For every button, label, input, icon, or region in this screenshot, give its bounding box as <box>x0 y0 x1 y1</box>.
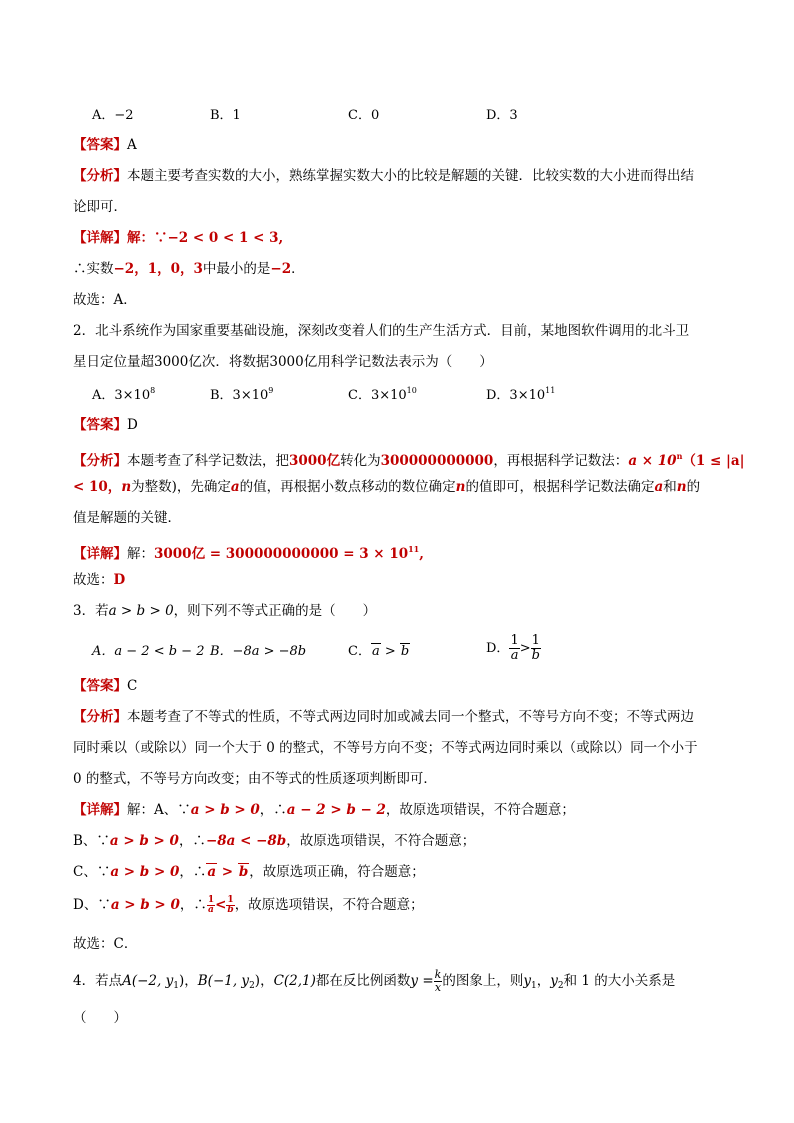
stem-math: ) <box>178 973 185 989</box>
q3-detail-c <box>73 862 425 882</box>
q2-analysis-line1 <box>73 446 745 471</box>
detail-text: ，∴ <box>259 802 287 818</box>
analysis-text: 和 <box>663 479 677 495</box>
q1-option-c: C．0 <box>348 108 380 123</box>
numerator: 1 <box>227 895 234 905</box>
q3-final: 故选：C． <box>73 936 138 952</box>
q4-stem-line1 <box>73 969 675 998</box>
analysis-math: a <box>654 479 664 495</box>
q1-option-b: B．1 <box>210 108 241 123</box>
detail-tag: 【详解】 <box>73 230 127 246</box>
answer-value: C <box>127 678 138 694</box>
analysis-math: n <box>455 479 466 495</box>
sqrt-a: a <box>371 644 380 659</box>
q1-option-d: D．3 <box>486 108 518 123</box>
detail-math: 解：∵−2 < 0 < 1 < 3, <box>127 230 284 246</box>
analysis-math: 3000亿 <box>289 453 341 469</box>
q1-detail-line2 <box>73 259 305 279</box>
q3-analysis-line1 <box>73 707 694 727</box>
q2-option-b <box>210 384 273 403</box>
q1-option-a: A．−2 <box>92 108 134 123</box>
detail-text: ，故原选项错误，不符合题意； <box>234 897 424 913</box>
analysis-math: n <box>676 479 687 495</box>
detail-text: ，故原选项错误，不符合题意； <box>286 833 476 849</box>
analysis-text: 转化为 <box>340 453 381 469</box>
option-label: B．3×10 <box>210 388 269 403</box>
answer-tag: 【答案】 <box>73 137 127 153</box>
point-c: C(2,1) <box>273 973 316 989</box>
analysis-text: 本题主要考查实数的大小，熟练掌握实数大小的比较是解题的关键．比较实数的大小进而得出结 <box>127 168 694 184</box>
numerator: k <box>434 968 442 981</box>
sqrt-a: a <box>207 864 217 880</box>
q3-analysis-line2: 同时乘以（或除以）同一个大于 0 的整式，不等号方向不变；不等式两边同时乘以（或除以）同一个小于 <box>73 740 698 756</box>
detail-tag: 【详解】 <box>73 546 127 562</box>
detail-math: < <box>215 897 227 913</box>
stem-text: 的图象上，则 <box>442 973 524 989</box>
stem-math: y <box>550 973 558 989</box>
q1-answer <box>73 135 137 155</box>
q1-analysis-line1 <box>73 166 694 186</box>
sqrt-b: b <box>238 864 249 880</box>
denominator: x <box>434 981 442 994</box>
numerator: 1 <box>531 633 540 648</box>
detail-math: −8a < −8b <box>205 833 287 849</box>
q3-option-a: A．a − 2 < b − 2 <box>92 644 205 659</box>
analysis-text: 本题考查了科学记数法，把 <box>127 453 289 469</box>
stem-math: ) <box>254 973 261 989</box>
detail-math: −2 <box>270 261 292 277</box>
detail-text: ，∴ <box>179 864 207 880</box>
q2-answer <box>73 415 138 435</box>
detail-math: 11 <box>408 544 420 554</box>
q1-final: 故选：A． <box>73 292 137 308</box>
analysis-math: < 10， <box>73 479 122 495</box>
detail-math: a > b > 0 <box>110 864 180 880</box>
q1-analysis-line2: 论即可． <box>73 199 127 215</box>
stem-text: 都在反比例函数 <box>315 973 411 989</box>
denominator: b <box>531 648 540 663</box>
option-label: C． <box>348 644 371 659</box>
option-math: > <box>519 641 531 656</box>
detail-text: ，故原选项正确，符合题意； <box>249 864 425 880</box>
analysis-math: a × 10 <box>628 453 677 469</box>
fraction <box>207 896 215 915</box>
detail-text: 中最小的是 <box>202 261 271 277</box>
subscript: 1 <box>530 981 537 991</box>
detail-text: ，∴ <box>179 897 207 913</box>
analysis-text: 本题考查了不等式的性质，不等式两边同时加或减去同一个整式，不等号方向不变；不等式两边 <box>127 709 694 725</box>
option-exponent: 9 <box>268 386 274 395</box>
q3-option-d <box>486 634 541 663</box>
detail-text: 解：A、∵ <box>127 802 191 818</box>
analysis-tag: 【分析】 <box>73 709 127 725</box>
detail-text: ，∴ <box>178 833 206 849</box>
point-b: B(−1, y <box>197 973 250 989</box>
stem-text: 3．若 <box>73 603 109 619</box>
q2-analysis-line3: 值是解题的关键． <box>73 510 181 526</box>
analysis-text: 的值，再根据小数点移动的数位确定 <box>239 479 456 495</box>
denominator: b <box>227 905 234 915</box>
detail-math: 3000亿 = 300000000000 = 3 × 10 <box>154 546 409 562</box>
q2-option-d <box>486 384 555 403</box>
detail-text: 解： <box>127 546 154 562</box>
stem-text: ， <box>260 973 274 989</box>
analysis-math: n <box>676 451 683 461</box>
point-a: A(−2, y <box>122 973 174 989</box>
q3-detail-d <box>73 895 424 915</box>
option-exponent: 10 <box>406 386 417 395</box>
q2-detail <box>73 539 424 564</box>
analysis-tag: 【分析】 <box>73 453 127 469</box>
detail-math: a > b > 0 <box>109 833 179 849</box>
answer-value: D <box>127 417 138 433</box>
q3-stem <box>73 601 376 621</box>
analysis-tag: 【分析】 <box>73 168 127 184</box>
detail-math: a − 2 > b − 2 <box>286 802 386 818</box>
analysis-math: a <box>230 479 240 495</box>
analysis-math: 300000000000 <box>380 453 494 469</box>
fraction <box>509 634 519 663</box>
detail-text: ∴实数 <box>73 261 114 277</box>
stem-math: a > b > 0 <box>108 603 174 619</box>
detail-math: a > b > 0 <box>190 802 260 818</box>
fraction <box>531 634 541 663</box>
denominator: a <box>510 648 519 663</box>
option-exponent: 8 <box>150 386 156 395</box>
answer-value: A <box>127 137 137 153</box>
q2-stem-line1: 2．北斗系统作为国家重要基础设施，深刻改变着人们的生产生活方式．目前，某地图软件调用的北斗卫 <box>73 323 690 339</box>
detail-math: > <box>217 864 238 880</box>
final-text: 故选： <box>73 572 114 588</box>
q3-option-c <box>348 640 410 659</box>
stem-text: ， <box>536 973 551 989</box>
detail-text: ，故原选项错误，不符合题意； <box>385 802 575 818</box>
q3-analysis-line3: 0 的整式，不等号方向改变；由不等式的性质逐项判断即可． <box>73 771 437 787</box>
detail-math: , <box>419 546 424 562</box>
answer-tag: 【答案】 <box>73 417 127 433</box>
analysis-math: n <box>121 479 132 495</box>
stem-text: 4．若点 <box>73 973 123 989</box>
stem-math: y <box>523 973 531 989</box>
detail-text: ． <box>291 261 305 277</box>
q4-stem-line2: （ ） <box>73 1010 127 1026</box>
stem-text: ， <box>184 973 198 989</box>
detail-tag: 【详解】 <box>73 802 127 818</box>
analysis-text: 的值即可，根据科学记数法确定 <box>465 479 655 495</box>
stem-math: y = <box>410 973 434 989</box>
q3-option-b: B．−8a > −8b <box>210 644 307 659</box>
stem-text: 和 1 的大小关系是 <box>563 973 676 989</box>
detail-math: −2，1，0，3 <box>113 261 203 277</box>
analysis-text: 为整数)，先确定 <box>131 479 231 495</box>
detail-text: B、∵ <box>73 833 110 849</box>
numerator: 1 <box>510 633 519 648</box>
subscript: 1 <box>173 981 179 991</box>
subscript: 2 <box>557 981 564 991</box>
option-label: D．3×10 <box>486 388 546 403</box>
option-label: C．3×10 <box>348 388 407 403</box>
q2-analysis-line2 <box>73 477 700 497</box>
q3-answer <box>73 676 137 696</box>
sqrt-b: b <box>400 644 410 659</box>
q1-detail-line1 <box>73 228 283 248</box>
analysis-text: ，再根据科学记数法： <box>493 453 629 469</box>
q2-option-a <box>92 384 155 403</box>
option-exponent: 11 <box>545 386 556 395</box>
answer-tag: 【答案】 <box>73 678 127 694</box>
stem-text: ，则下列不等式正确的是（ ） <box>173 603 377 619</box>
option-label: D． <box>486 641 510 656</box>
q2-final <box>73 570 125 590</box>
fraction <box>226 896 234 915</box>
denominator: a <box>208 905 214 915</box>
detail-text: D、∵ <box>73 897 111 913</box>
detail-math: a > b > 0 <box>110 897 180 913</box>
analysis-text: 的 <box>686 479 701 495</box>
detail-text: C、∵ <box>73 864 111 880</box>
q2-option-c <box>348 384 417 403</box>
q2-stem-line2: 星日定位量超3000亿次．将数据3000亿用科学记数法表示为（ ） <box>73 354 493 370</box>
numerator: 1 <box>207 895 215 905</box>
final-answer: D <box>113 572 126 588</box>
q3-detail-b <box>73 831 475 851</box>
option-math: > <box>380 644 400 659</box>
analysis-math: （1 ≤ |a| <box>682 453 745 469</box>
q3-detail-a <box>73 800 575 820</box>
option-label: A．3×10 <box>92 388 151 403</box>
subscript: 2 <box>249 981 255 991</box>
